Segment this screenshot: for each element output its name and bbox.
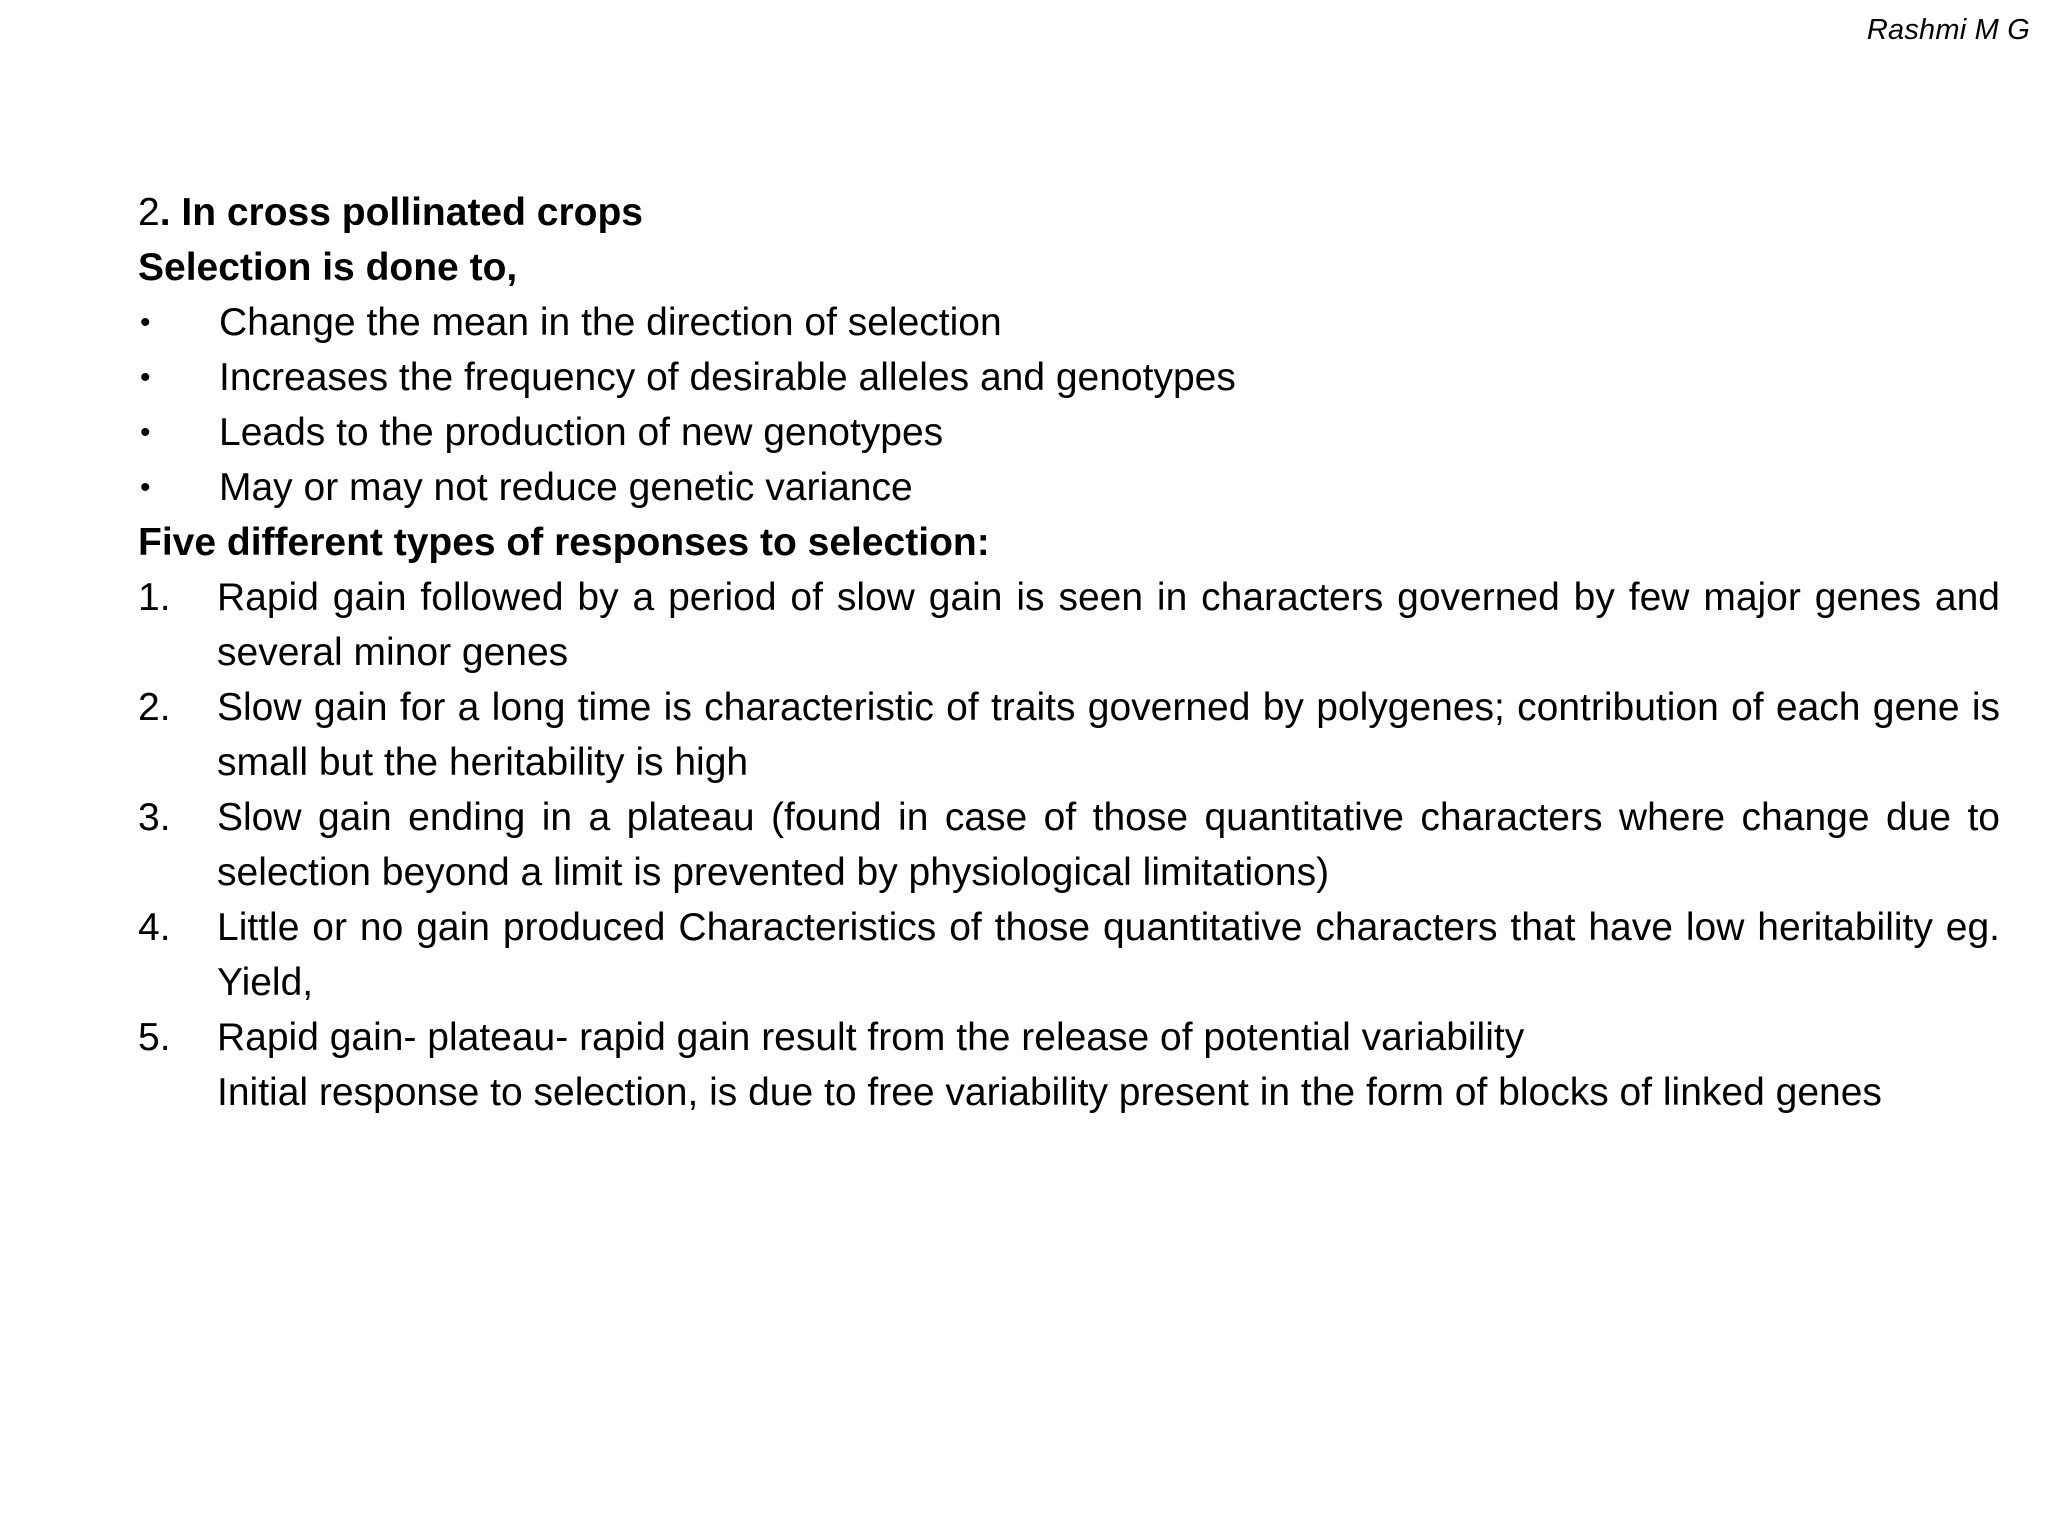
slide-body	[138, 185, 2000, 1120]
section-title	[138, 185, 2000, 240]
numbered-list	[138, 570, 2000, 1120]
continuation-text: Initial response to selection, is due to free variability present in the form of blocks of linked genes	[217, 1071, 1882, 1114]
item-text: Slow gain for a long time is characteristic of traits governed by polygenes; contribution of each gene is small but the heritability is high	[217, 686, 2000, 784]
item-number: 5.	[138, 1016, 171, 1059]
section-title-text: . In cross pollinated crops	[159, 191, 643, 234]
bullet-item	[138, 350, 2000, 405]
section-number: 2	[138, 191, 160, 234]
bullet-text: Increases the frequency of desirable alleles and genotypes	[219, 356, 1236, 399]
selection-heading: Selection is done to,	[138, 246, 518, 289]
bullet-text: May or may not reduce genetic variance	[219, 466, 913, 509]
bullet-icon: •	[140, 416, 151, 449]
item-number: 3.	[138, 796, 171, 839]
item-number: 2.	[138, 686, 171, 729]
bullet-item	[138, 295, 2000, 350]
numbered-item	[138, 790, 2000, 900]
bullet-icon: •	[140, 361, 151, 394]
item-number: 1.	[138, 576, 171, 619]
item-number: 4.	[138, 906, 171, 949]
bullet-text: Change the mean in the direction of selection	[219, 301, 1002, 344]
numbered-item	[138, 570, 2000, 680]
bullet-icon: •	[140, 471, 151, 504]
author-name: Rashmi M G	[1866, 14, 2030, 46]
bullet-text: Leads to the production of new genotypes	[219, 411, 944, 454]
bullet-icon: •	[140, 306, 151, 339]
numbered-item	[138, 1010, 2000, 1065]
numbered-item	[138, 900, 2000, 1010]
item-text: Little or no gain produced Characteristics of those quantitative characters that have low heritability eg. Yield,	[217, 906, 2000, 1004]
numbered-item	[138, 680, 2000, 790]
item-text: Slow gain ending in a plateau (found in case of those quantitative characters where change due to selection beyond a limit is prevented by physiological limitations)	[217, 796, 2000, 894]
bullet-item	[138, 405, 2000, 460]
item-text: Rapid gain- plateau- rapid gain result from the release of potential variability	[217, 1016, 1525, 1059]
bullet-list	[138, 295, 2000, 515]
responses-heading: Five different types of responses to selection:	[138, 521, 990, 564]
bullet-item	[138, 460, 2000, 515]
item-text: Rapid gain followed by a period of slow gain is seen in characters governed by few major genes and several minor genes	[217, 576, 2000, 674]
